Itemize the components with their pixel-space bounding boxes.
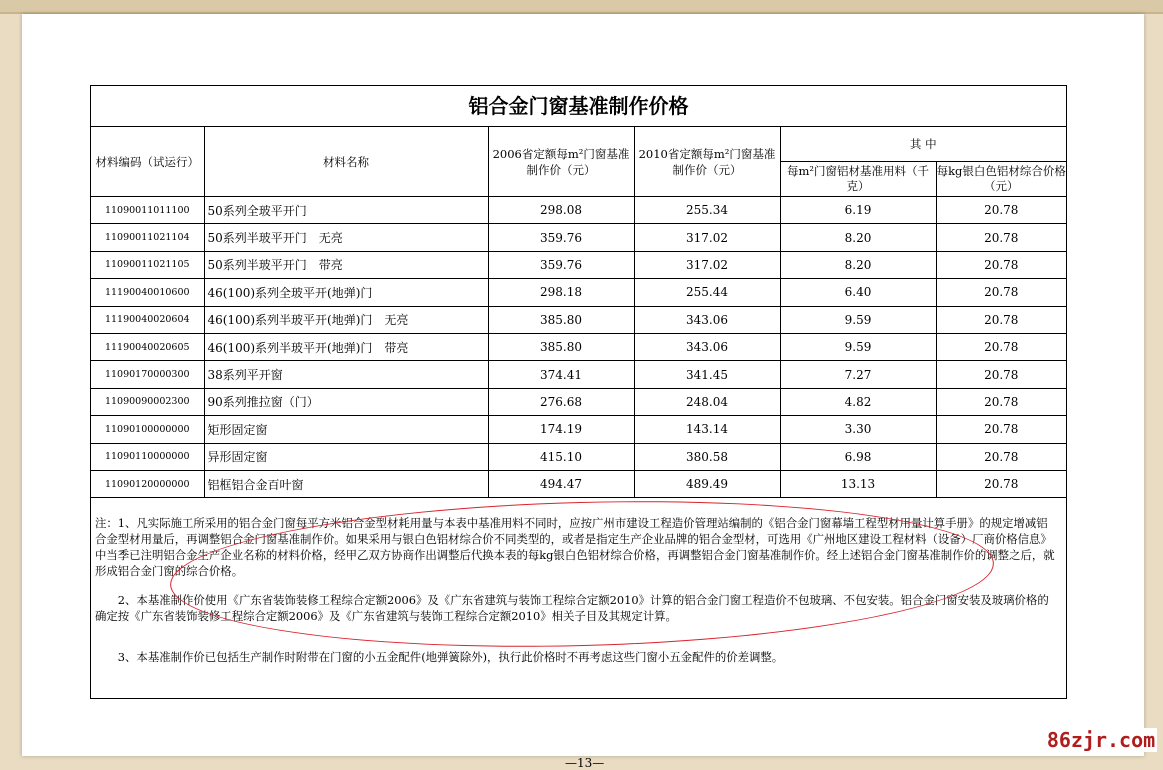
cell-code: 11090100000000 — [91, 416, 204, 443]
table-row — [91, 279, 1066, 306]
cell-price-2006: 494.47 — [488, 470, 634, 497]
table-row — [91, 333, 1066, 360]
cell-unit-price: 20.78 — [936, 443, 1066, 470]
cell-name: 46(100)系列半玻平开(地弹)门 无亮 — [204, 306, 488, 333]
cell-unit-price: 20.78 — [936, 251, 1066, 278]
cell-material-kg: 6.40 — [780, 279, 936, 306]
cell-material-kg: 4.82 — [780, 388, 936, 415]
cell-price-2010: 143.14 — [634, 416, 780, 443]
table-row — [91, 416, 1066, 443]
document-page — [22, 14, 1144, 770]
cell-code: 11090110000000 — [91, 443, 204, 470]
cell-price-2006: 385.80 — [488, 306, 634, 333]
cell-price-2006: 374.41 — [488, 361, 634, 388]
table-row — [91, 361, 1066, 388]
cell-price-2010: 489.49 — [634, 470, 780, 497]
cell-material-kg: 8.20 — [780, 251, 936, 278]
note-3: 3、本基准制作价已包括生产制作时附带在门窗的小五金配件(地弹簧除外)，执行此价格时不再考虑这些门窗小五金配件的价差调整。 — [117, 650, 784, 664]
cell-material-kg: 13.13 — [780, 470, 936, 497]
cell-price-2006: 359.76 — [488, 224, 634, 251]
cell-material-kg: 9.59 — [780, 333, 936, 360]
price-table-frame — [90, 85, 1067, 699]
table-body — [91, 197, 1066, 498]
note-1: 注：1、凡实际施工所采用的铝合金门窗每平方米铝合金型材耗用量与本表中基准用料不同时，应按广州市建设工程造价管理站编制的《铝合金门窗幕墙工程型材用量计算手册》的规定增减铝合金型材用量后，再调整铝合金门窗基准制作价。如果采用与银白色铝材综合价不同类型的，或者是指定生产企业品牌的铝合金型材，可选用《广州地区建设工程材料（设备）厂商价格信息》中当季已注明铝合金生产企业名称的材料价格，经甲乙双方协商作出调整后代换本表的每kg银白色铝材综合价格，再调整铝合金门窗基准制作价。经上述铝合金门窗基准制作价的调整之后，就形成铝合金门窗的综合价格。 — [95, 516, 1055, 578]
price-table — [91, 127, 1066, 498]
table-row — [91, 470, 1066, 497]
table-row — [91, 251, 1066, 278]
cell-price-2006: 415.10 — [488, 443, 634, 470]
cell-name: 90系列推拉窗（门） — [204, 388, 488, 415]
cell-price-2006: 359.76 — [488, 251, 634, 278]
cell-price-2010: 255.44 — [634, 279, 780, 306]
cell-code: 11090170000300 — [91, 361, 204, 388]
cell-material-kg: 6.98 — [780, 443, 936, 470]
watermark-logo: 86zjr.com — [1046, 728, 1156, 752]
top-border-strip — [0, 0, 1163, 14]
cell-name: 异形固定窗 — [204, 443, 488, 470]
cell-code: 11090011021105 — [91, 251, 204, 278]
cell-code: 11190040010600 — [91, 279, 204, 306]
page-number: —13— — [565, 756, 605, 770]
cell-code: 11190040020604 — [91, 306, 204, 333]
cell-unit-price: 20.78 — [936, 416, 1066, 443]
cell-price-2006: 298.18 — [488, 279, 634, 306]
cell-material-kg: 3.30 — [780, 416, 936, 443]
cell-unit-price: 20.78 — [936, 388, 1066, 415]
cell-name: 铝框铝合金百叶窗 — [204, 470, 488, 497]
cell-material-kg: 6.19 — [780, 197, 936, 224]
cell-price-2006: 276.68 — [488, 388, 634, 415]
table-row — [91, 443, 1066, 470]
cell-price-2010: 343.06 — [634, 306, 780, 333]
header-code: 材料编码（试运行） — [91, 127, 204, 197]
cell-code: 11090090002300 — [91, 388, 204, 415]
table-row — [91, 306, 1066, 333]
cell-material-kg: 9.59 — [780, 306, 936, 333]
cell-material-kg: 8.20 — [780, 224, 936, 251]
cell-name: 50系列半玻平开门 无亮 — [204, 224, 488, 251]
cell-unit-price: 20.78 — [936, 470, 1066, 497]
cell-unit-price: 20.78 — [936, 306, 1066, 333]
cell-name: 50系列半玻平开门 带亮 — [204, 251, 488, 278]
table-row — [91, 197, 1066, 224]
table-title: 铝合金门窗基准制作价格 — [91, 86, 1066, 127]
notes-section — [91, 515, 1066, 665]
header-name: 材料名称 — [204, 127, 488, 197]
cell-name: 矩形固定窗 — [204, 416, 488, 443]
header-group: 其 中 — [780, 127, 1066, 162]
cell-unit-price: 20.78 — [936, 333, 1066, 360]
cell-price-2006: 174.19 — [488, 416, 634, 443]
cell-code: 11190040020605 — [91, 333, 204, 360]
cell-price-2006: 298.08 — [488, 197, 634, 224]
cell-price-2010: 341.45 — [634, 361, 780, 388]
cell-unit-price: 20.78 — [936, 361, 1066, 388]
cell-price-2010: 255.34 — [634, 197, 780, 224]
cell-code: 11090011011100 — [91, 197, 204, 224]
cell-price-2006: 385.80 — [488, 333, 634, 360]
note-2: 2、本基准制作价使用《广东省装饰装修工程综合定额2006》及《广东省建筑与装饰工程综合定额2010》计算的铝合金门窗工程造价不包玻璃、不包安装。铝合金门窗安装及玻璃价格的确定按《广东省装饰装修工程综合定额2006》及《广东省建筑与装饰工程综合定额2010》相关子目及其规定计算。 — [95, 593, 1049, 623]
header-material-kg: 每m²门窗铝材基准用料（千克） — [780, 162, 936, 197]
cell-material-kg: 7.27 — [780, 361, 936, 388]
table-row — [91, 388, 1066, 415]
cell-unit-price: 20.78 — [936, 224, 1066, 251]
cell-name: 46(100)系列全玻平开(地弹)门 — [204, 279, 488, 306]
cell-name: 46(100)系列半玻平开(地弹)门 带亮 — [204, 333, 488, 360]
cell-unit-price: 20.78 — [936, 197, 1066, 224]
cell-code: 11090120000000 — [91, 470, 204, 497]
header-price-2010: 2010省定额每m²门窗基准制作价（元） — [634, 127, 780, 197]
cell-price-2010: 343.06 — [634, 333, 780, 360]
cell-name: 50系列全玻平开门 — [204, 197, 488, 224]
table-row — [91, 224, 1066, 251]
cell-name: 38系列平开窗 — [204, 361, 488, 388]
cell-unit-price: 20.78 — [936, 279, 1066, 306]
cell-price-2010: 317.02 — [634, 224, 780, 251]
header-price-2006: 2006省定额每m²门窗基准制作价（元） — [488, 127, 634, 197]
cell-price-2010: 248.04 — [634, 388, 780, 415]
cell-code: 11090011021104 — [91, 224, 204, 251]
cell-price-2010: 380.58 — [634, 443, 780, 470]
cell-price-2010: 317.02 — [634, 251, 780, 278]
header-unit-price: 每kg银白色铝材综合价格（元） — [936, 162, 1066, 197]
